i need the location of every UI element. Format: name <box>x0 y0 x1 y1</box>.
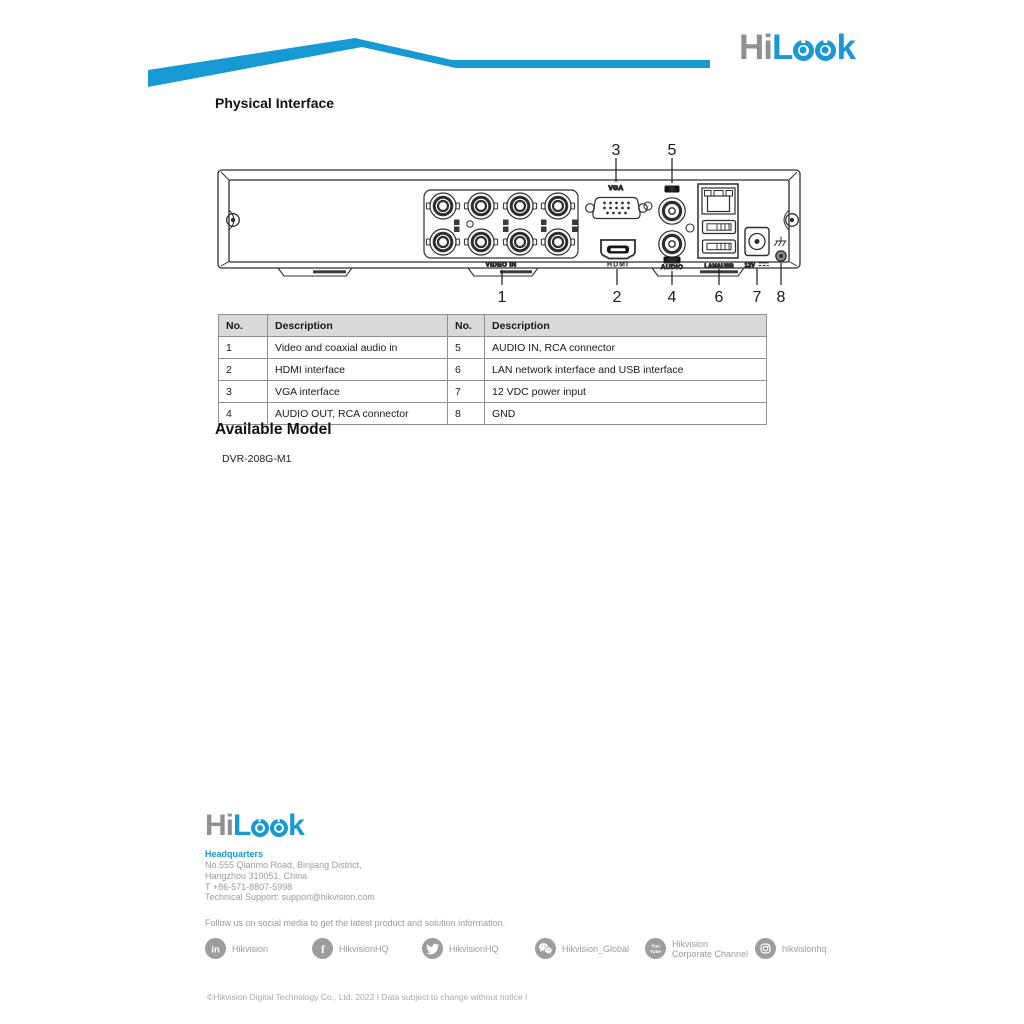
logo-text-k: k <box>836 28 855 67</box>
cell: LAN network interface and USB interface <box>485 359 767 381</box>
header-swoosh-shape <box>148 38 710 87</box>
logo-o-icon <box>793 40 814 61</box>
power-label: 12V <box>744 263 756 269</box>
callout-4: 4 <box>667 289 677 306</box>
callout-6: 6 <box>714 289 724 306</box>
table-row <box>219 381 767 403</box>
svg-text:You: You <box>651 944 660 950</box>
logo-text-hi: Hi <box>739 28 772 67</box>
social-handle: hikvisionhq <box>782 943 827 954</box>
cell: HDMI interface <box>268 359 448 381</box>
cell: 1 <box>219 337 268 359</box>
social-youtube <box>645 938 748 959</box>
social-handle: HikvisionHQ <box>449 943 499 954</box>
linkedin-icon <box>205 938 226 959</box>
col-header-no-1: No. <box>219 315 268 337</box>
cell: AUDIO OUT, RCA connector <box>268 403 448 425</box>
logo-o-icon <box>270 819 288 837</box>
cell: 5 <box>448 337 485 359</box>
section-title-physical-interface: Physical Interface <box>215 95 335 111</box>
table-header-row <box>219 315 767 337</box>
hdmi-label: HDMI <box>607 261 629 269</box>
model-number: DVR-208G-M1 <box>222 453 292 465</box>
cell: 7 <box>448 381 485 403</box>
footer-hilook-logo <box>205 809 304 842</box>
audio-out-badge: OUT <box>666 258 678 264</box>
copyright-notice: ©Hikvision Digital Technology Co., Ltd. 2022 I Data subject to change without notice I <box>207 992 528 1002</box>
cell: GND <box>485 403 767 425</box>
table-row <box>219 337 767 359</box>
svg-text:Tube: Tube <box>649 949 662 955</box>
audio-in-badge: IN <box>669 187 675 193</box>
logo-text-hi: Hi <box>205 809 233 842</box>
callout-2: 2 <box>612 289 622 306</box>
vga-label: VGA <box>608 185 624 192</box>
social-handle: Hikvision <box>232 943 269 954</box>
headquarters-address <box>205 860 375 903</box>
social-wechat <box>535 938 629 959</box>
lan-usb-label: LAN&USB <box>704 264 734 270</box>
callout-8: 8 <box>776 289 786 306</box>
interface-table <box>218 314 767 425</box>
cell: 4 <box>219 403 268 425</box>
col-header-no-2: No. <box>448 315 485 337</box>
social-linkedin <box>205 938 268 959</box>
svg-text:in: in <box>211 944 220 956</box>
callout-1: 1 <box>497 289 507 306</box>
address-line: T +86-571-8807-5998 <box>205 881 293 892</box>
address-line: Technical Support: support@hikvision.com <box>205 892 375 903</box>
wechat-icon <box>535 938 556 959</box>
cell: 8 <box>448 403 485 425</box>
youtube-icon <box>645 938 666 959</box>
cell: 6 <box>448 359 485 381</box>
logo-o-icon <box>251 819 269 837</box>
callout-3: 3 <box>611 142 621 159</box>
cell: AUDIO IN, RCA connector <box>485 337 767 359</box>
logo-o-icon <box>815 40 836 61</box>
social-facebook <box>312 938 389 959</box>
social-instagram <box>755 938 827 959</box>
social-handle: Hikvision_Global <box>562 943 630 954</box>
social-handle: HikvisionHQ <box>339 943 389 954</box>
logo-text-l: L <box>233 809 251 842</box>
instagram-icon <box>755 938 776 959</box>
address-line: Hangzhou 310051, China <box>205 870 308 881</box>
logo-text-k: k <box>288 809 304 842</box>
video-in-label: VIDEO IN <box>485 261 517 269</box>
social-intro-text: Follow us on social media to get the latest product and solution information. <box>205 918 506 928</box>
cell: 3 <box>219 381 268 403</box>
dvr-chassis <box>218 170 800 276</box>
headquarters-label: Headquarters <box>205 849 264 859</box>
section-title-available-model: Available Model <box>215 421 332 438</box>
audio-label: AUDIO <box>660 264 684 271</box>
callout-7: 7 <box>752 289 762 306</box>
hilook-logo <box>739 28 855 67</box>
col-header-desc-2: Description <box>485 315 767 337</box>
cell: VGA interface <box>268 381 448 403</box>
address-line: No.555 Qianmo Road, Binjiang District, <box>205 860 362 870</box>
col-header-desc-1: Description <box>268 315 448 337</box>
social-handle: Hikvision Corporate Channel <box>672 938 749 959</box>
svg-text:f: f <box>321 943 325 956</box>
cell: Video and coaxial audio in <box>268 337 448 359</box>
table-row <box>219 359 767 381</box>
social-twitter <box>422 938 499 959</box>
logo-text-l: L <box>772 28 793 67</box>
facebook-icon <box>312 938 333 959</box>
twitter-icon <box>422 938 443 959</box>
callout-5: 5 <box>667 142 677 159</box>
cell: 2 <box>219 359 268 381</box>
cell: 12 VDC power input <box>485 381 767 403</box>
